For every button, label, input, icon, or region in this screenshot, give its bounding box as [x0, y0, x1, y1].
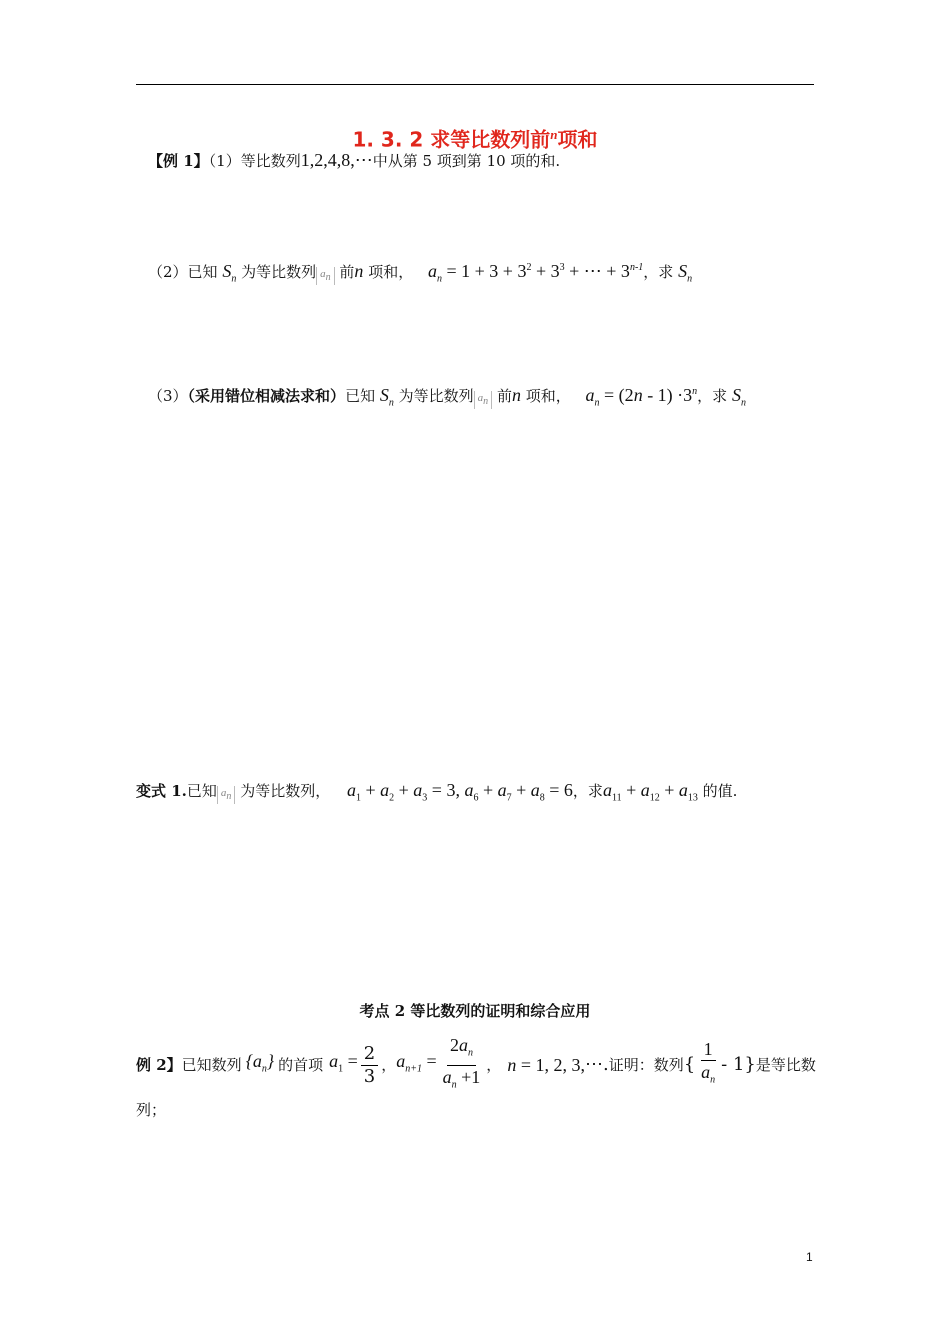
example1-part1: 【例 1】（1）等比数列1,2,4,8,⋯中从第 5 项到第 10 项的和.	[148, 150, 561, 170]
example2: 例 2】 已知数列 $\{a_n\}$ 的首项 $a_1$ = $\frac{2}{3}$ ， $a_{n+1}$ = $\frac{2a_n}{a_n +1}$ ， n = 1, 2, 3, ⋯. 证明：数列 { $\frac{1}{a_n}$ - 1} 是等比数	[136, 1035, 816, 1091]
page-number: 1	[806, 1250, 813, 1264]
page-title: 1. 3. 2 求等比数列前$^n$项和	[352, 127, 598, 152]
example1-part2: （2）已知 $S_n$ 为等比数列 $a_n$ 前n 项和， $a_n = 1 + 3 + 3^2 + 3^3$ + ⋯ + $3^{n-1}$，求 $S_n$	[148, 261, 693, 285]
example2-continuation: 列；	[136, 1101, 167, 1119]
header-rule	[136, 84, 814, 85]
example1-label: 【例 1】	[148, 152, 209, 170]
variant1: 变式 1.已知 $a_n$ 为等比数列， $a_1 + a_2 + a_3 = 3$, $a_6 + a_7 + a_8 = 6$，求$a_{11} + a_{12} + a_{13}$ 的值.	[136, 780, 738, 804]
example1-part3: （3）（采用错位相减法求和）已知 $S_n$ 为等比数列 $a_n$ 前n 项和， $a_n = (2n - 1) \cdot 3^n$，求 $S_n$	[148, 385, 746, 409]
section-heading: 考点 2 等比数列的证明和综合应用	[359, 1002, 591, 1020]
